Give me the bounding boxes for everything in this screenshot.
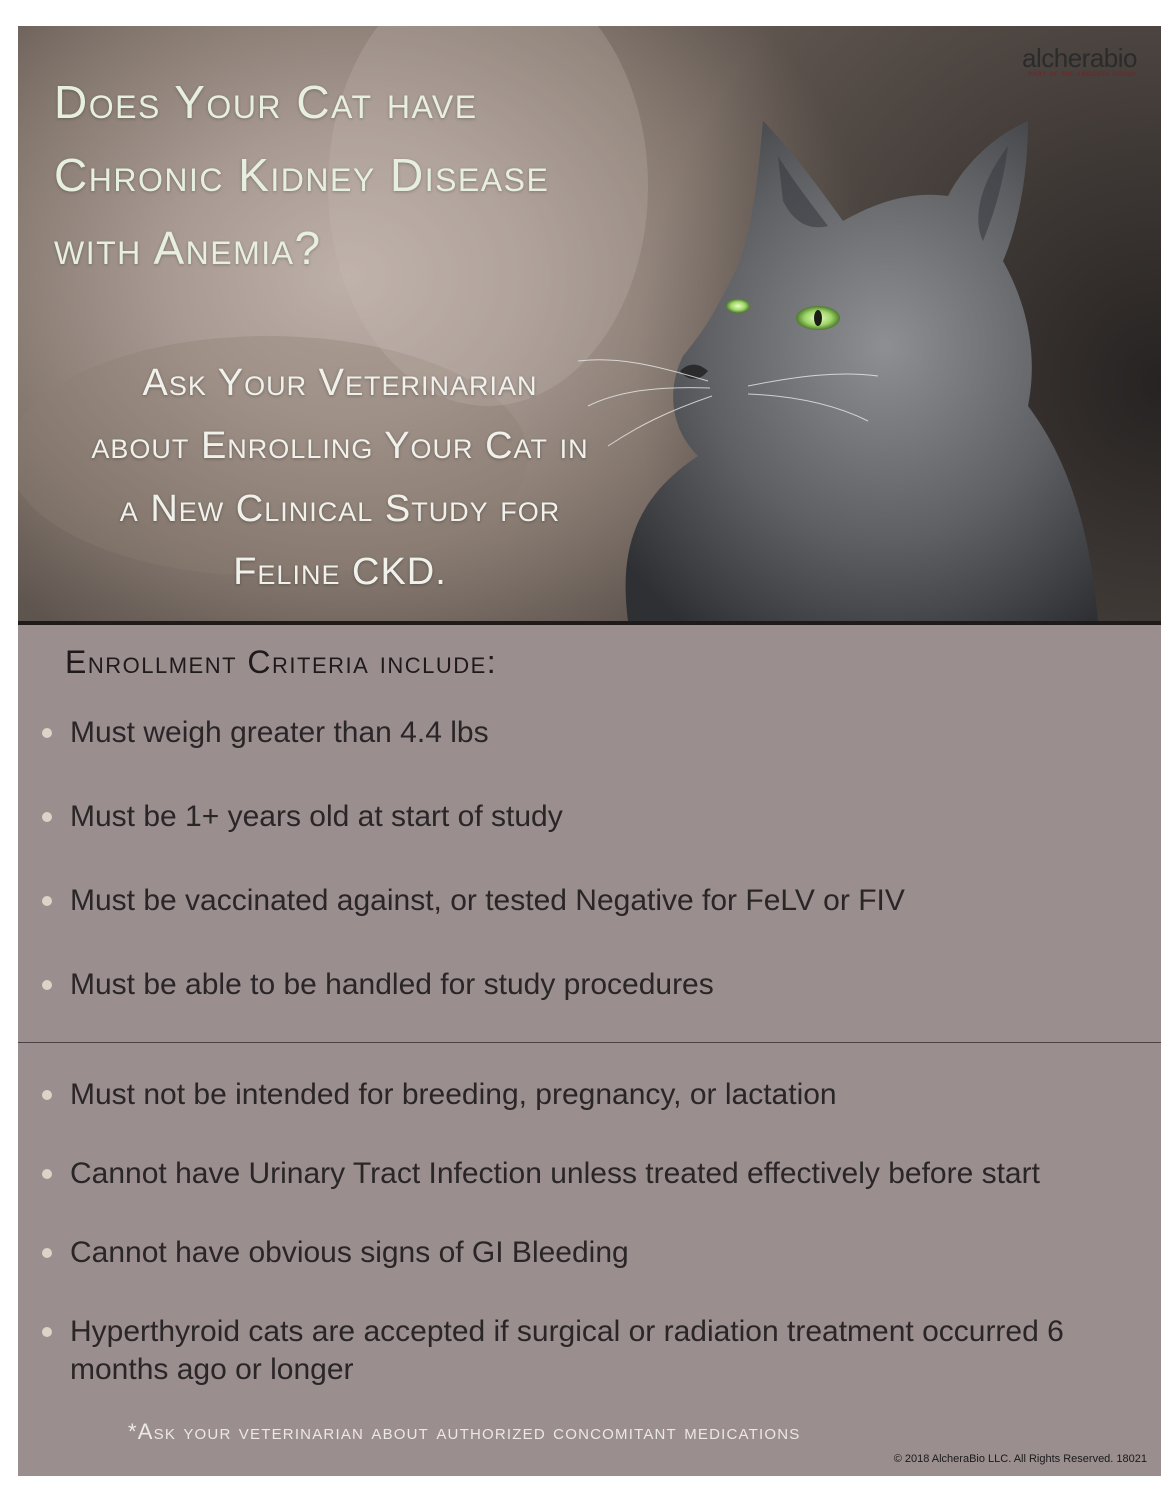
headline-line: Chronic Kidney Disease xyxy=(54,149,550,201)
bullet-icon xyxy=(42,1090,52,1100)
subheadline xyxy=(40,352,640,604)
criteria-item xyxy=(36,966,1156,1050)
criteria-item-text: Must be 1+ years old at start of study xyxy=(70,800,563,833)
criteria-item-text: Cannot have Urinary Tract Infection unless treated effectively before start xyxy=(70,1157,1040,1190)
criteria-list-exclusions xyxy=(36,1076,1156,1403)
criteria-item xyxy=(36,1313,1156,1403)
criteria-item-text: Must not be intended for breeding, pregnancy, or lactation xyxy=(70,1078,837,1111)
criteria-item-text: Must be able to be handled for study procedures xyxy=(70,968,714,1001)
criteria-item xyxy=(36,1155,1156,1234)
footnote-text: *Ask your veterinarian about authorized concomitant medications xyxy=(128,1419,801,1444)
flyer xyxy=(18,26,1161,1476)
bullet-icon xyxy=(42,1248,52,1258)
bullet-icon xyxy=(42,980,52,990)
bullet-icon xyxy=(42,896,52,906)
subhead-line: a New Clinical Study for xyxy=(119,488,561,530)
criteria-item-text: Must weigh greater than 4.4 lbs xyxy=(70,716,489,749)
headline-line: with Anemia? xyxy=(54,222,322,274)
criteria-item-text: Cannot have obvious signs of GI Bleeding xyxy=(70,1236,629,1269)
copyright: © 2018 AlcheraBio LLC. All Rights Reserved. 18021 xyxy=(893,1453,1147,1465)
bullet-icon xyxy=(42,1327,52,1337)
criteria-item-text: Must be vaccinated against, or tested Negative for FeLV or FIV xyxy=(70,884,905,917)
bullet-icon xyxy=(42,812,52,822)
hero-banner xyxy=(18,26,1161,621)
headline xyxy=(54,66,549,285)
criteria-divider xyxy=(18,1042,1161,1043)
criteria-title: Enrollment Criteria include: xyxy=(65,644,498,680)
logo-tagline: PART OF THE ARGENTA GROUP xyxy=(1028,72,1137,78)
criteria-item xyxy=(36,798,1156,882)
footnote xyxy=(128,1419,800,1445)
bullet-icon xyxy=(42,728,52,738)
criteria-item-text: Hyperthyroid cats are accepted if surgical or radiation treatment occurred 6 months ago or longer xyxy=(70,1315,1064,1386)
bullet-icon xyxy=(42,1169,52,1179)
criteria-item xyxy=(36,882,1156,966)
logo-wordmark: alcherabio xyxy=(1022,43,1137,73)
subhead-line: Feline CKD. xyxy=(233,551,447,593)
criteria-item xyxy=(36,1234,1156,1313)
criteria-list-primary xyxy=(36,714,1156,1050)
hero-divider xyxy=(18,621,1161,625)
headline-line: Does Your Cat have xyxy=(54,76,478,128)
criteria-item xyxy=(36,714,1156,798)
criteria-item xyxy=(36,1076,1156,1155)
subhead-line: Ask Your Veterinarian xyxy=(142,362,538,404)
alcherabio-logo xyxy=(1022,44,1137,78)
subhead-line: about Enrolling Your Cat in xyxy=(91,425,589,467)
